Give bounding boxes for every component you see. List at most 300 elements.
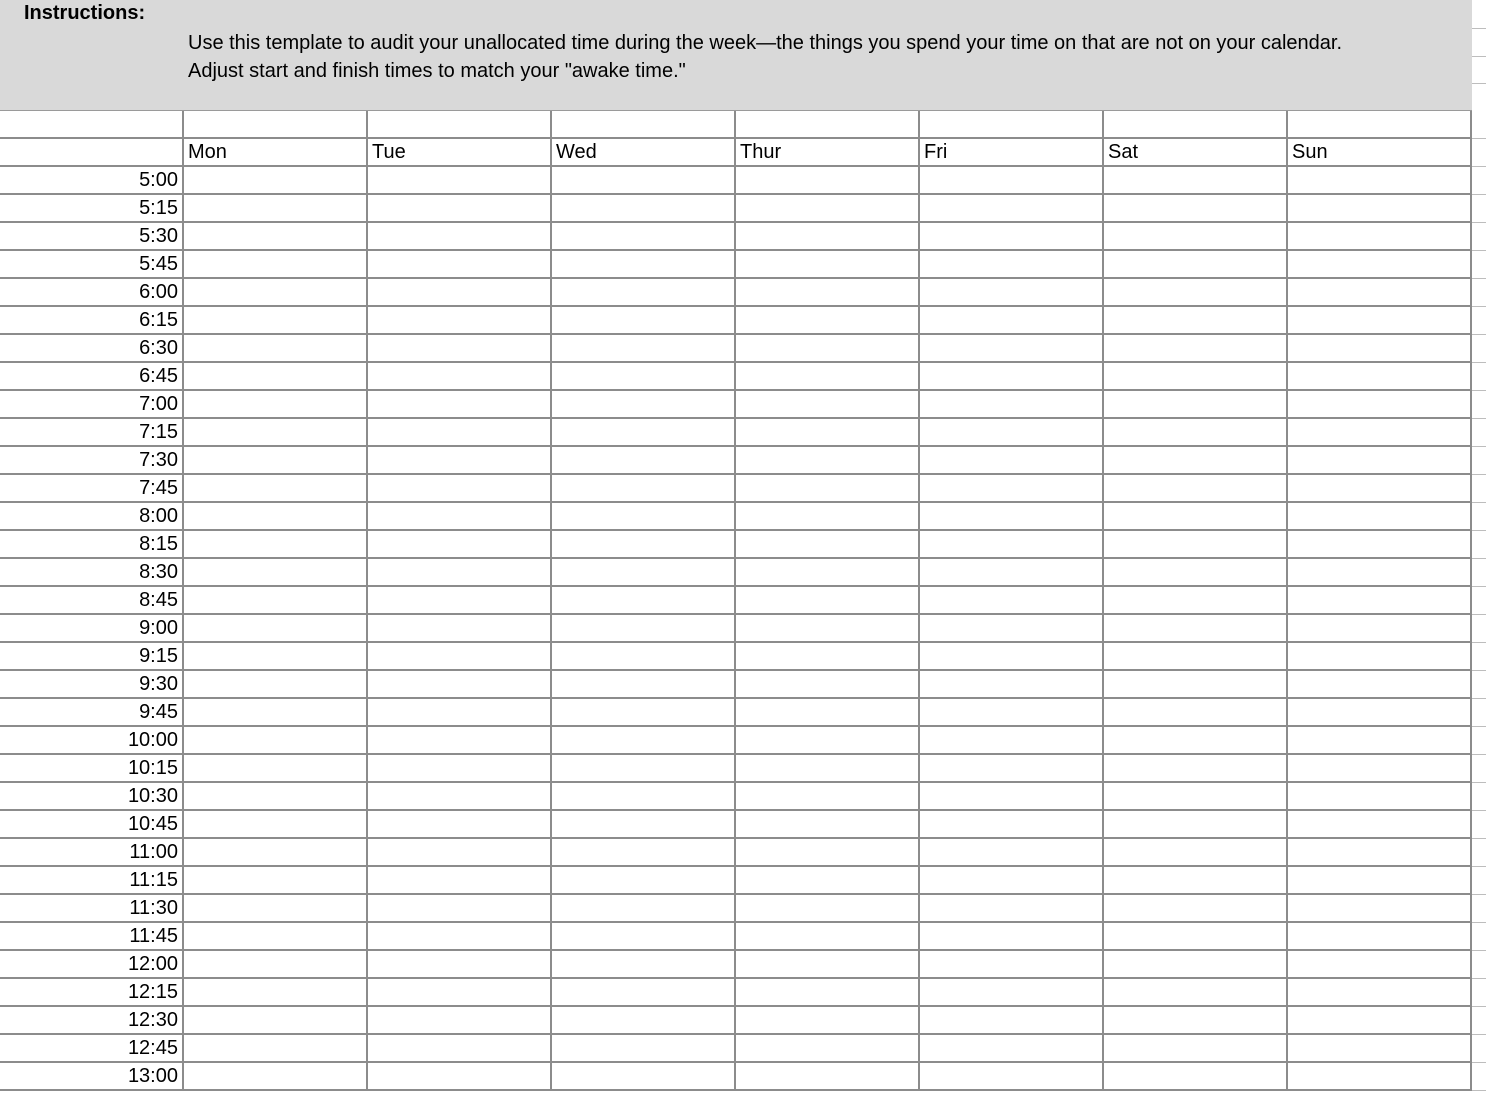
schedule-cell[interactable]: [366, 643, 550, 669]
schedule-cell[interactable]: [734, 755, 918, 781]
schedule-cell[interactable]: [734, 531, 918, 557]
schedule-cell[interactable]: [550, 335, 734, 361]
schedule-cell[interactable]: [1102, 307, 1286, 333]
schedule-cell[interactable]: [918, 1063, 1102, 1089]
schedule-cell[interactable]: [734, 167, 918, 193]
schedule-cell[interactable]: [182, 615, 366, 641]
schedule-cell[interactable]: [550, 223, 734, 249]
schedule-cell[interactable]: [550, 195, 734, 221]
schedule-cell[interactable]: [918, 167, 1102, 193]
time-label: 8:00: [139, 505, 178, 527]
schedule-cell[interactable]: [734, 503, 918, 529]
schedule-cell[interactable]: [550, 167, 734, 193]
schedule-cell[interactable]: [182, 839, 366, 865]
gridline-stub: [1472, 838, 1486, 839]
schedule-cell[interactable]: [1102, 951, 1286, 977]
time-label: 12:00: [127, 953, 178, 975]
schedule-cell[interactable]: [182, 111, 366, 137]
schedule-cell[interactable]: [1286, 195, 1472, 221]
time-row: [0, 727, 1472, 755]
schedule-cell[interactable]: [1286, 699, 1472, 725]
schedule-cell[interactable]: [366, 811, 550, 837]
schedule-cell[interactable]: [1102, 643, 1286, 669]
schedule-cell[interactable]: [366, 391, 550, 417]
time-row: [0, 1007, 1472, 1035]
gridline-stub: [1472, 222, 1486, 223]
schedule-cell[interactable]: [182, 195, 366, 221]
schedule-cell[interactable]: [366, 447, 550, 473]
schedule-cell[interactable]: [550, 1007, 734, 1033]
time-row: [0, 195, 1472, 223]
time-label: 12:45: [127, 1037, 178, 1059]
schedule-cell[interactable]: [366, 979, 550, 1005]
schedule-cell[interactable]: [550, 727, 734, 753]
schedule-cell[interactable]: [734, 615, 918, 641]
schedule-cell[interactable]: [918, 419, 1102, 445]
schedule-cell[interactable]: [366, 699, 550, 725]
schedule-cell[interactable]: [550, 755, 734, 781]
schedule-cell[interactable]: [182, 307, 366, 333]
schedule-cell[interactable]: [1102, 867, 1286, 893]
time-row: [0, 839, 1472, 867]
schedule-cell[interactable]: [366, 111, 550, 137]
schedule-cell[interactable]: [734, 587, 918, 613]
schedule-cell[interactable]: [918, 251, 1102, 277]
schedule-cell[interactable]: [366, 1007, 550, 1033]
schedule-cell[interactable]: [366, 755, 550, 781]
schedule-cell[interactable]: [182, 979, 366, 1005]
day-label: Sat: [1108, 141, 1139, 163]
schedule-cell[interactable]: [182, 643, 366, 669]
schedule-cell[interactable]: [734, 783, 918, 809]
schedule-cell[interactable]: [182, 587, 366, 613]
time-label: 5:45: [139, 253, 178, 275]
schedule-cell[interactable]: [734, 979, 918, 1005]
schedule-cell[interactable]: [550, 643, 734, 669]
schedule-cell[interactable]: [918, 195, 1102, 221]
schedule-cell[interactable]: [1286, 1063, 1472, 1089]
schedule-cell[interactable]: [366, 419, 550, 445]
schedule-cell[interactable]: [918, 643, 1102, 669]
time-row: [0, 167, 1472, 195]
schedule-cell[interactable]: [1102, 727, 1286, 753]
schedule-cell[interactable]: [1286, 223, 1472, 249]
schedule-cell[interactable]: [182, 923, 366, 949]
schedule-cell[interactable]: [366, 1035, 550, 1061]
schedule-cell[interactable]: [366, 839, 550, 865]
time-row: [0, 615, 1472, 643]
gridline-stub: [1472, 1006, 1486, 1007]
schedule-cell[interactable]: [1286, 895, 1472, 921]
schedule-cell[interactable]: [734, 363, 918, 389]
schedule-cell[interactable]: [1286, 111, 1472, 137]
day-label: Tue: [372, 141, 406, 163]
schedule-cell[interactable]: [550, 363, 734, 389]
day-header-mon[interactable]: [182, 139, 366, 165]
schedule-cell[interactable]: [1286, 839, 1472, 865]
schedule-cell[interactable]: [734, 223, 918, 249]
schedule-cell[interactable]: [918, 363, 1102, 389]
gridline-stub: [1472, 278, 1486, 279]
schedule-cell[interactable]: [366, 167, 550, 193]
schedule-cell[interactable]: [1286, 923, 1472, 949]
schedule-cell[interactable]: [182, 699, 366, 725]
schedule-cell[interactable]: [734, 895, 918, 921]
schedule-cell[interactable]: [182, 951, 366, 977]
schedule-cell[interactable]: [366, 559, 550, 585]
schedule-cell[interactable]: [918, 503, 1102, 529]
schedule-cell[interactable]: [1102, 1007, 1286, 1033]
schedule-cell[interactable]: [1102, 1063, 1286, 1089]
schedule-cell[interactable]: [734, 1063, 918, 1089]
schedule-cell[interactable]: [366, 1063, 550, 1089]
schedule-cell[interactable]: [366, 307, 550, 333]
time-row: [0, 391, 1472, 419]
schedule-cell[interactable]: [1102, 895, 1286, 921]
schedule-cell[interactable]: [1102, 923, 1286, 949]
time-label: 8:30: [139, 561, 178, 583]
schedule-cell[interactable]: [550, 839, 734, 865]
schedule-cell[interactable]: [366, 363, 550, 389]
schedule-cell[interactable]: [734, 419, 918, 445]
schedule-cell[interactable]: [918, 223, 1102, 249]
time-label: 9:15: [139, 645, 178, 667]
schedule-cell[interactable]: [550, 615, 734, 641]
schedule-cell[interactable]: [1286, 475, 1472, 501]
schedule-cell[interactable]: [550, 531, 734, 557]
schedule-cell[interactable]: [918, 727, 1102, 753]
schedule-cell[interactable]: [1102, 531, 1286, 557]
time-label: 6:45: [139, 365, 178, 387]
schedule-cell[interactable]: [918, 839, 1102, 865]
schedule-cell[interactable]: [1286, 279, 1472, 305]
schedule-cell[interactable]: [1286, 251, 1472, 277]
schedule-cell[interactable]: [918, 755, 1102, 781]
schedule-cell[interactable]: [918, 951, 1102, 977]
time-label: 7:30: [139, 449, 178, 471]
schedule-cell[interactable]: [1102, 839, 1286, 865]
schedule-cell[interactable]: [366, 951, 550, 977]
time-label: 12:15: [127, 981, 178, 1003]
schedule-cell[interactable]: [366, 727, 550, 753]
schedule-cell[interactable]: [182, 531, 366, 557]
schedule-cell[interactable]: [918, 923, 1102, 949]
schedule-cell[interactable]: [734, 1035, 918, 1061]
schedule-cell[interactable]: [366, 475, 550, 501]
schedule-cell[interactable]: [1102, 279, 1286, 305]
schedule-cell[interactable]: [1286, 727, 1472, 753]
gridline-stub: [1472, 1090, 1486, 1091]
schedule-cell[interactable]: [1286, 755, 1472, 781]
schedule-cell[interactable]: [1286, 643, 1472, 669]
time-row: [0, 895, 1472, 923]
day-header-sat[interactable]: [1102, 139, 1286, 165]
schedule-cell[interactable]: [1286, 811, 1472, 837]
schedule-cell[interactable]: [734, 699, 918, 725]
schedule-cell[interactable]: [550, 475, 734, 501]
time-row: [0, 223, 1472, 251]
schedule-cell[interactable]: [550, 447, 734, 473]
schedule-cell[interactable]: [734, 111, 918, 137]
schedule-cell[interactable]: [366, 587, 550, 613]
schedule-cell[interactable]: [182, 783, 366, 809]
schedule-cell[interactable]: [1102, 195, 1286, 221]
gridline-stub: [1472, 754, 1486, 755]
schedule-cell[interactable]: [734, 559, 918, 585]
schedule-cell[interactable]: [550, 1035, 734, 1061]
schedule-cell[interactable]: [366, 531, 550, 557]
schedule-cell[interactable]: [1102, 755, 1286, 781]
time-label: 9:00: [139, 617, 178, 639]
schedule-cell[interactable]: [550, 419, 734, 445]
time-row: [0, 951, 1472, 979]
schedule-cell[interactable]: [550, 951, 734, 977]
schedule-cell[interactable]: [918, 559, 1102, 585]
gridline-stub: [1472, 726, 1486, 727]
schedule-cell[interactable]: [1286, 167, 1472, 193]
schedule-cell[interactable]: [366, 251, 550, 277]
time-label: 8:15: [139, 533, 178, 555]
schedule-cell[interactable]: [182, 279, 366, 305]
schedule-cell[interactable]: [734, 643, 918, 669]
schedule-cell[interactable]: [918, 279, 1102, 305]
schedule-cell[interactable]: [182, 755, 366, 781]
time-row: [0, 587, 1472, 615]
schedule-cell[interactable]: [1102, 475, 1286, 501]
schedule-cell[interactable]: [918, 335, 1102, 361]
schedule-cell[interactable]: [1286, 783, 1472, 809]
schedule-cell[interactable]: [734, 727, 918, 753]
schedule-cell[interactable]: [1102, 335, 1286, 361]
time-row: [0, 503, 1472, 531]
schedule-cell[interactable]: [1102, 167, 1286, 193]
schedule-cell[interactable]: [1102, 615, 1286, 641]
time-label: 7:45: [139, 477, 178, 499]
schedule-cell[interactable]: [182, 447, 366, 473]
time-row: [0, 923, 1472, 951]
schedule-cell[interactable]: [918, 867, 1102, 893]
schedule-cell[interactable]: [1286, 979, 1472, 1005]
schedule-cell[interactable]: [366, 923, 550, 949]
schedule-cell[interactable]: [182, 503, 366, 529]
schedule-cell[interactable]: [1102, 979, 1286, 1005]
schedule-cell[interactable]: [182, 419, 366, 445]
day-header-tue[interactable]: [366, 139, 550, 165]
schedule-cell[interactable]: [918, 391, 1102, 417]
schedule-cell[interactable]: [366, 867, 550, 893]
schedule-cell[interactable]: [734, 923, 918, 949]
time-label: 10:00: [127, 729, 178, 751]
schedule-cell[interactable]: [182, 1063, 366, 1089]
schedule-cell[interactable]: [1286, 615, 1472, 641]
schedule-cell[interactable]: [1286, 587, 1472, 613]
day-header-wed[interactable]: [550, 139, 734, 165]
schedule-cell[interactable]: [1102, 699, 1286, 725]
schedule-cell[interactable]: [182, 1035, 366, 1061]
schedule-cell[interactable]: [918, 111, 1102, 137]
gridline-stub: [1472, 362, 1486, 363]
schedule-cell[interactable]: [182, 727, 366, 753]
schedule-cell[interactable]: [1286, 391, 1472, 417]
schedule-cell[interactable]: [1286, 867, 1472, 893]
gridline-stub: [1472, 978, 1486, 979]
schedule-cell[interactable]: [734, 279, 918, 305]
schedule-cell[interactable]: [918, 587, 1102, 613]
schedule-cell[interactable]: [734, 1007, 918, 1033]
time-row: [0, 307, 1472, 335]
schedule-cell[interactable]: [366, 615, 550, 641]
schedule-cell[interactable]: [1102, 223, 1286, 249]
schedule-cell[interactable]: [734, 335, 918, 361]
schedule-cell[interactable]: [734, 671, 918, 697]
schedule-cell[interactable]: [734, 839, 918, 865]
schedule-cell[interactable]: [550, 391, 734, 417]
schedule-cell[interactable]: [1102, 447, 1286, 473]
schedule-cell[interactable]: [918, 671, 1102, 697]
schedule-cell[interactable]: [182, 811, 366, 837]
schedule-cell[interactable]: [550, 699, 734, 725]
schedule-cell[interactable]: [1286, 363, 1472, 389]
schedule-cell[interactable]: [918, 475, 1102, 501]
schedule-cell[interactable]: [550, 559, 734, 585]
schedule-cell[interactable]: [550, 867, 734, 893]
schedule-cell[interactable]: [1286, 447, 1472, 473]
gridline-stub: [1472, 83, 1486, 84]
schedule-cell[interactable]: [1286, 307, 1472, 333]
time-row: [0, 251, 1472, 279]
day-header-sun[interactable]: [1286, 139, 1472, 165]
schedule-cell[interactable]: [918, 1007, 1102, 1033]
schedule-cell[interactable]: [1102, 1035, 1286, 1061]
schedule-cell[interactable]: [1102, 111, 1286, 137]
gridline-stub: [1472, 474, 1486, 475]
schedule-cell[interactable]: [734, 195, 918, 221]
schedule-cell[interactable]: [918, 979, 1102, 1005]
schedule-cell[interactable]: [366, 195, 550, 221]
schedule-cell[interactable]: [1102, 391, 1286, 417]
schedule-cell[interactable]: [550, 979, 734, 1005]
day-header-thur[interactable]: [734, 139, 918, 165]
schedule-cell[interactable]: [182, 335, 366, 361]
schedule-cell[interactable]: [1102, 671, 1286, 697]
schedule-cell[interactable]: [182, 223, 366, 249]
schedule-cell[interactable]: [366, 223, 550, 249]
schedule-cell[interactable]: [1102, 587, 1286, 613]
schedule-cell[interactable]: [1102, 811, 1286, 837]
schedule-cell[interactable]: [1286, 1035, 1472, 1061]
schedule-cell[interactable]: [182, 895, 366, 921]
schedule-cell[interactable]: [1102, 251, 1286, 277]
schedule-cell[interactable]: [1286, 419, 1472, 445]
schedule-cell[interactable]: [918, 783, 1102, 809]
schedule-cell[interactable]: [1286, 531, 1472, 557]
schedule-cell[interactable]: [182, 167, 366, 193]
schedule-cell[interactable]: [1286, 559, 1472, 585]
schedule-cell[interactable]: [734, 251, 918, 277]
schedule-cell[interactable]: [182, 251, 366, 277]
schedule-cell[interactable]: [734, 307, 918, 333]
schedule-cell[interactable]: [734, 867, 918, 893]
schedule-cell[interactable]: [734, 391, 918, 417]
time-row: [0, 979, 1472, 1007]
schedule-cell[interactable]: [550, 923, 734, 949]
schedule-cell[interactable]: [1286, 335, 1472, 361]
schedule-cell[interactable]: [1286, 951, 1472, 977]
schedule-cell[interactable]: [550, 811, 734, 837]
schedule-cell[interactable]: [1286, 1007, 1472, 1033]
schedule-cell[interactable]: [1102, 503, 1286, 529]
gridline-stub: [1472, 782, 1486, 783]
schedule-cell[interactable]: [1102, 783, 1286, 809]
schedule-cell[interactable]: [1102, 559, 1286, 585]
schedule-cell[interactable]: [366, 335, 550, 361]
schedule-cell[interactable]: [182, 671, 366, 697]
schedule-cell[interactable]: [550, 895, 734, 921]
schedule-cell[interactable]: [734, 951, 918, 977]
schedule-cell[interactable]: [918, 811, 1102, 837]
schedule-cell[interactable]: [366, 279, 550, 305]
schedule-cell[interactable]: [366, 895, 550, 921]
schedule-cell[interactable]: [918, 615, 1102, 641]
schedule-cell[interactable]: [1286, 671, 1472, 697]
instructions-title: Instructions:: [24, 2, 146, 24]
schedule-cell[interactable]: [182, 867, 366, 893]
schedule-cell[interactable]: [550, 307, 734, 333]
schedule-cell[interactable]: [182, 1007, 366, 1033]
schedule-cell[interactable]: [1102, 363, 1286, 389]
spacer-row: [0, 111, 1472, 139]
schedule-cell[interactable]: [918, 447, 1102, 473]
schedule-cell[interactable]: [734, 475, 918, 501]
schedule-cell[interactable]: [550, 783, 734, 809]
gridline-stub: [1472, 530, 1486, 531]
gridline-stub: [1472, 418, 1486, 419]
schedule-cell[interactable]: [550, 503, 734, 529]
schedule-cell[interactable]: [550, 1063, 734, 1089]
schedule-cell[interactable]: [1286, 503, 1472, 529]
time-label: 10:45: [127, 813, 178, 835]
instructions-text: [188, 29, 1342, 85]
schedule-cell[interactable]: [918, 307, 1102, 333]
time-row: [0, 811, 1472, 839]
schedule-cell[interactable]: [918, 531, 1102, 557]
schedule-cell[interactable]: [550, 671, 734, 697]
schedule-cell[interactable]: [182, 363, 366, 389]
schedule-cell[interactable]: [550, 279, 734, 305]
time-label: 13:00: [127, 1065, 178, 1087]
schedule-cell[interactable]: [366, 671, 550, 697]
schedule-cell[interactable]: [918, 699, 1102, 725]
schedule-cell[interactable]: [182, 475, 366, 501]
gridline-stub: [1472, 194, 1486, 195]
schedule-cell[interactable]: [366, 503, 550, 529]
time-row: [0, 755, 1472, 783]
schedule-cell[interactable]: [366, 783, 550, 809]
schedule-cell[interactable]: [918, 895, 1102, 921]
schedule-cell[interactable]: [550, 111, 734, 137]
schedule-cell[interactable]: [550, 587, 734, 613]
gridline-stub: [1472, 586, 1486, 587]
gridline-stub: [1472, 866, 1486, 867]
schedule-cell[interactable]: [182, 559, 366, 585]
schedule-cell[interactable]: [918, 1035, 1102, 1061]
schedule-cell[interactable]: [550, 251, 734, 277]
schedule-cell[interactable]: [1102, 419, 1286, 445]
schedule-cell[interactable]: [734, 447, 918, 473]
schedule-cell[interactable]: [182, 391, 366, 417]
schedule-cell[interactable]: [734, 811, 918, 837]
day-header-fri[interactable]: [918, 139, 1102, 165]
